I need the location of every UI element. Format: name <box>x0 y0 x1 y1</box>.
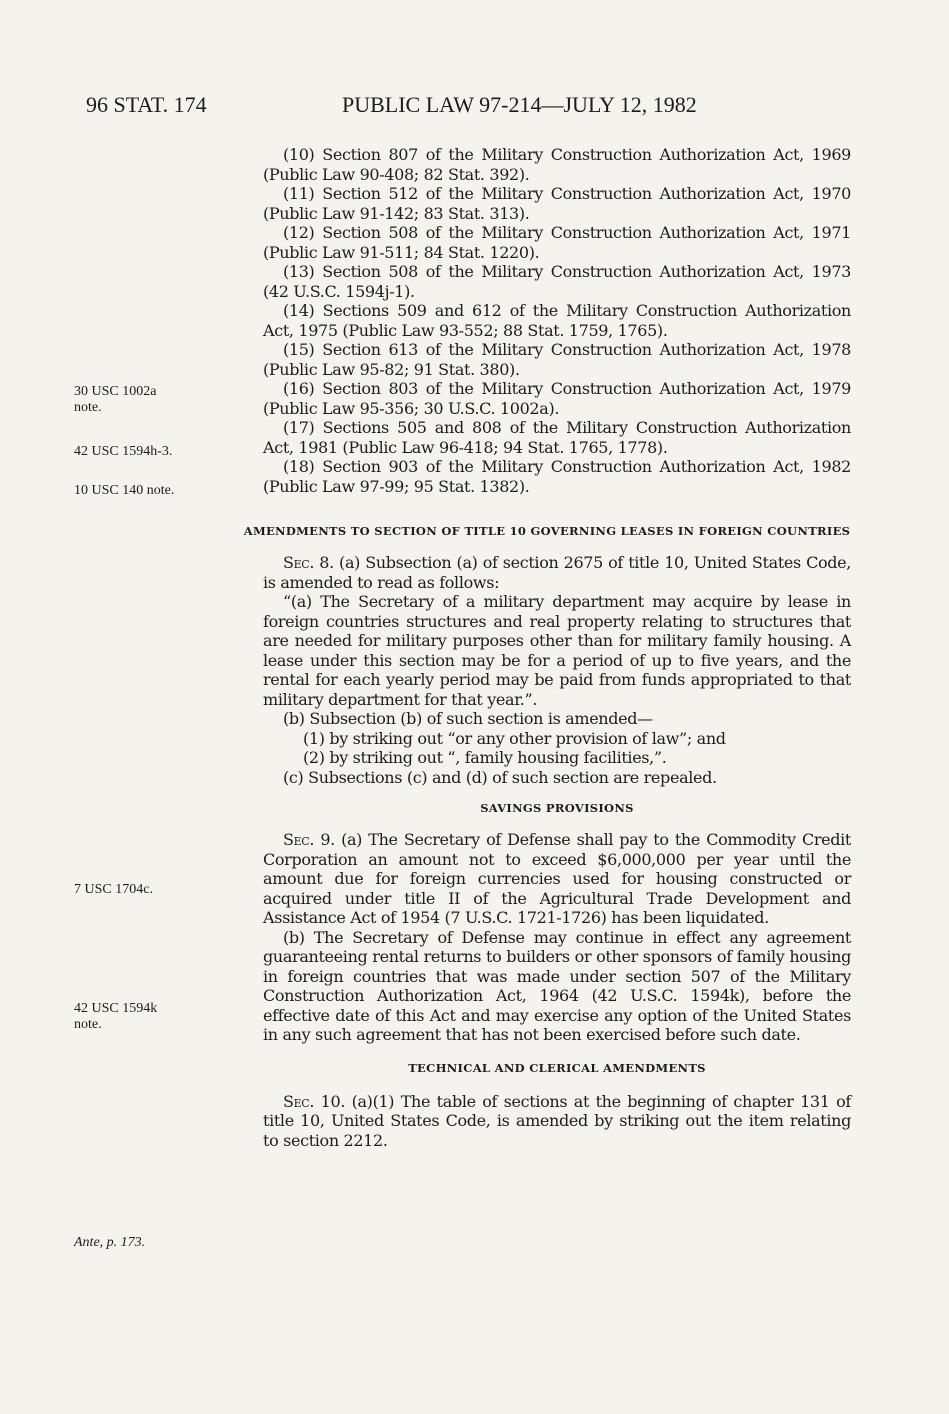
section-heading: AMENDMENTS TO SECTION OF TITLE 10 GOVERNING LEASES IN FOREIGN COUNTRIES <box>243 524 851 538</box>
section-8-intro <box>263 553 851 592</box>
sec9-a-text: 9. (a) The Secretary of Defense shall pay to the Commodity Credit Corporation an amount not to exceed $6,000,000 per year until the amount due for foreign currencies used for housing constructed or acquired under title II of the Agricultural Trade Development and Assistance Act of 1954 (7 U.S.C. 1721-1726) has been liquidated. <box>263 830 851 927</box>
margin-note-line: note. <box>74 1017 102 1032</box>
section-heading: TECHNICAL AND CLERICAL AMENDMENTS <box>408 1060 706 1075</box>
margin-note <box>74 483 224 499</box>
section-8-quoted: “(a) The Secretary of a military department may acquire by lease in foreign countries structures and real property relating to structures that are needed for military purposes other than for military family housing. A lease under this section may be for a period of up to five years, and the rental for each yearly period may be paid from funds appropriated to that military department for that year.”. <box>263 592 851 709</box>
margin-note <box>74 1235 224 1251</box>
margin-note-line: 10 USC 140 note. <box>74 483 175 498</box>
sec-label: Sec. <box>283 553 315 572</box>
margin-note-line: Ante, p. 173. <box>74 1235 146 1250</box>
list-item: (18) Section 903 of the Military Construction Authorization Act, 1982 (Public Law 97-99; 95 Stat. 1382). <box>263 457 851 496</box>
list-item: (11) Section 512 of the Military Construction Authorization Act, 1970 (Public Law 91-142; 83 Stat. 313). <box>263 184 851 223</box>
section-10-a1 <box>263 1092 851 1151</box>
section-8-c: (c) Subsections (c) and (d) of such section are repealed. <box>283 767 717 787</box>
list-item: (13) Section 508 of the Military Construction Authorization Act, 1973 (42 U.S.C. 1594j-1). <box>263 262 851 301</box>
sec10-a1-text: 10. (a)(1) The table of sections at the beginning of chapter 131 of title 10, United States Code, is amended by striking out the item relating to section 2212. <box>263 1091 851 1150</box>
section-8-b2: (2) by striking out “, family housing facilities,”. <box>303 748 667 767</box>
margin-note-line: 42 USC 1594h-3. <box>74 444 173 459</box>
list-item: (16) Section 803 of the Military Construction Authorization Act, 1979 (Public Law 95-356; 30 U.S.C. 1002a). <box>263 379 851 418</box>
margin-note-line: 30 USC 1002a <box>74 384 157 399</box>
margin-note <box>74 444 224 460</box>
page-folio: 96 STAT. 174 <box>86 92 207 117</box>
margin-note-line: 42 USC 1594k <box>74 1001 158 1016</box>
sec-label: Sec. <box>283 830 315 849</box>
page-header <box>86 92 856 122</box>
running-head: PUBLIC LAW 97-214—JULY 12, 1982 <box>342 92 697 117</box>
repealed-provisions-list <box>263 145 851 496</box>
margin-note <box>74 1001 224 1033</box>
section-8-b: (b) Subsection (b) of such section is amended— <box>283 709 653 728</box>
list-item: (15) Section 613 of the Military Construction Authorization Act, 1978 (Public Law 95-82; 91 Stat. 380). <box>263 340 851 379</box>
list-item: (10) Section 807 of the Military Construction Authorization Act, 1969 (Public Law 90-408; 82 Stat. 392). <box>263 145 851 184</box>
sec-label: Sec. <box>283 1091 315 1111</box>
margin-note <box>74 384 224 416</box>
margin-note-line: note. <box>74 400 102 415</box>
section-9-a <box>263 830 851 928</box>
sec8-intro-text: 8. (a) Subsection (a) of section 2675 of title 10, United States Code, is amended to read as follows: <box>263 553 851 592</box>
section-9-b: (b) The Secretary of Defense may continue in effect any agreement guaranteeing rental returns to builders or other sponsors of family housing in foreign countries that was made under section 507 of the Military Construction Authorization Act, 1964 (42 U.S.C. 1594k), before the effective date of this Act and may exercise any option of the United States in any such agreement that has not been exercised before such date. <box>263 927 851 1044</box>
list-item: (17) Sections 505 and 808 of the Military Construction Authorization Act, 1981 (Public Law 96-418; 94 Stat. 1765, 1778). <box>263 418 851 457</box>
list-item: (12) Section 508 of the Military Construction Authorization Act, 1971 (Public Law 91-511; 84 Stat. 1220). <box>263 223 851 262</box>
section-8-b1: (1) by striking out “or any other provision of law”; and <box>303 728 726 748</box>
list-item: (14) Sections 509 and 612 of the Military Construction Authorization Act, 1975 (Public Law 93-552; 88 Stat. 1759, 1765). <box>263 301 851 340</box>
margin-note <box>74 882 224 898</box>
margin-note-line: 7 USC 1704c. <box>74 882 153 897</box>
section-heading: SAVINGS PROVISIONS <box>480 801 634 815</box>
statute-body <box>243 145 851 1150</box>
